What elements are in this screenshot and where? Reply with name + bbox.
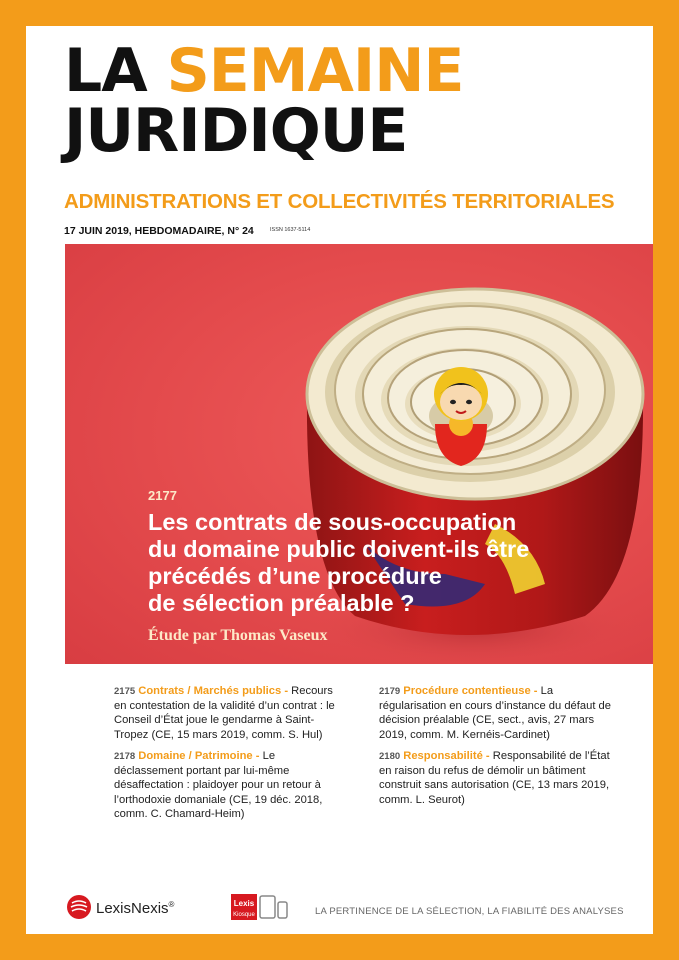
- summary-category: Procédure contentieuse -: [403, 685, 538, 697]
- publication-subtitle: ADMINISTRATIONS ET COLLECTIVITÉS TERRITORIALES: [64, 190, 615, 213]
- hero-title-line: du domaine public doivent-ils être: [148, 536, 530, 562]
- hero-title-line: de sélection préalable ?: [148, 590, 415, 616]
- brand-registered-mark: ®: [168, 900, 175, 909]
- summary-item[interactable]: [379, 684, 611, 742]
- summary-number: 2175: [114, 686, 136, 697]
- hero-article[interactable]: [148, 488, 529, 645]
- brand-name: LexisNexis: [96, 900, 169, 917]
- summary-text: Responsabilité de l’État en raison du refus de démolir un bâtiment construit sans autorisation (CE, 13 mars 2019, comm. L. Seurot): [379, 750, 610, 806]
- hero-title-line: précédés d’une procédure: [148, 563, 442, 589]
- summary-category: Domaine / Patrimoine -: [138, 750, 260, 762]
- hero-title-line: Les contrats de sous-occupation: [148, 509, 517, 535]
- kiosque-top-text: Lexis: [233, 899, 255, 908]
- summary-category: Responsabilité -: [403, 750, 490, 762]
- summary-item[interactable]: [114, 749, 346, 821]
- masthead-semaine: SEMAINE: [166, 36, 464, 106]
- issn: ISSN 1637-5114: [270, 227, 311, 233]
- summary-number: 2180: [379, 751, 401, 762]
- masthead-la: LA: [64, 36, 147, 106]
- masthead-line-1: [64, 36, 464, 106]
- kiosque-devices-icon: [231, 892, 291, 922]
- summary-item[interactable]: [379, 749, 611, 807]
- lexisnexis-logo-icon: [66, 894, 92, 920]
- hero-feature[interactable]: [65, 244, 653, 664]
- cover-page: [26, 26, 653, 934]
- hero-article-number: 2177: [148, 488, 177, 503]
- lexisnexis-brand: [96, 900, 174, 917]
- summary-text: Le déclassement portant par lui-même désaffectation : plaidoyer pour un retour à l’orthodoxie domaniale (CE, 19 déc. 2018, comm. C. Chamard-Heim): [114, 750, 323, 820]
- masthead: [64, 36, 464, 166]
- summary-number: 2178: [114, 751, 136, 762]
- hero-author: Étude par Thomas Vaseux: [148, 627, 328, 644]
- summary-item[interactable]: [114, 684, 346, 742]
- kiosque-bottom-text: Kiosque: [233, 912, 255, 918]
- lexis-kiosque-badge[interactable]: [231, 892, 291, 927]
- footer-tagline: LA PERTINENCE DE LA SÉLECTION, LA FIABILITÉ DES ANALYSES: [315, 906, 624, 917]
- summary-category: Contrats / Marchés publics -: [138, 685, 289, 697]
- summary-number: 2179: [379, 686, 401, 697]
- summary-text: Recours en contestation de la validité d’un contrat : le Conseil d’État joue le gendarme à Saint-Tropez (CE, 15 mars 2019, comm. S. Hul): [114, 685, 335, 741]
- issue-date: 17 JUIN 2019, HEBDOMADAIRE, N° 24: [64, 225, 254, 237]
- summary-text: La régularisation en cours d’instance du défaut de décision préalable (CE, sect., avis, 27 mars 2019, comm. M. Kernéis-Cardinet): [379, 685, 611, 741]
- hero-article-title[interactable]: [148, 509, 529, 617]
- masthead-juridique: JURIDIQUE: [64, 96, 408, 166]
